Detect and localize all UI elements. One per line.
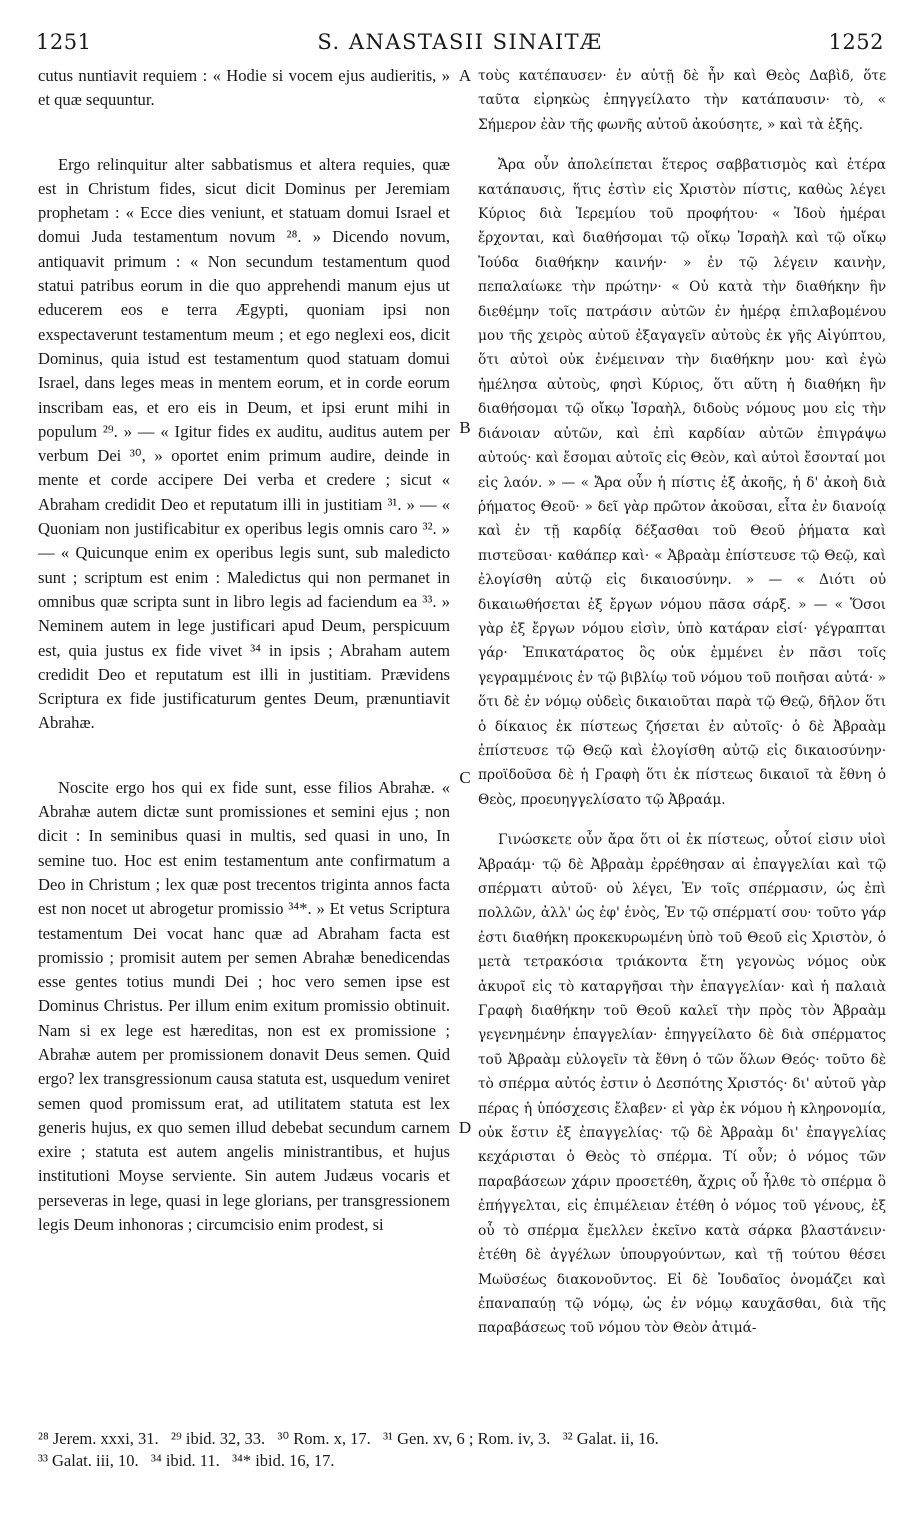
running-head <box>36 30 884 64</box>
latin-paragraph-2: Ergo relinquitur alter sabbatismus et altera requies, quæ est in Christum fides, sicut dicit Dominus per Jeremiam prophetam : « Ecce dies veniunt, et statuam domui Israel et domui Juda testamentum novum ²⁸. » Dicendo novum, antiquavit primum : « Non secundum testamentum quod statui patribus eorum in die quo apprehendi manum ejus ut educerem eos e terra Ægypti, quoniam ipsi non exspectaverunt testamentum meum ; et ego neglexi eos, dicit Dominus, quia istud est testamentum quod statuam domui Israel, dans leges meas in mentem eorum, et in corde eorum inscribam eas, et ero eis in Deum, et ipsi erunt mihi in populum ²⁹. » — « Igitur fides ex auditu, auditus autem per verbum Dei ³⁰, » oportet enim primum audire, deinde in mente et corde accipere Dei verba et credere ; sicut « Abraham credidit Deo et reputatum illi in justitiam ³¹. » — « Quoniam non justificabitur ex operibus legis omnis caro ³². » — « Quicunque enim ex operibus legis sunt, sub maledicto sunt ; scriptum est enim : Maledictus qui non permanet in omnibus quæ scripta sunt in libro legis ad faciendum ea ³³. » Neminem autem in lege justificari apud Deum, perspicuum est, quia justus ex fide vivet ³⁴ in ipsis ; Abraham autem credidit Deo et reputatum est illi in justitiam. Prævidens Scriptura ex fide justificaturum gentes Deum, prænuntiavit Abrahæ. <box>38 154 450 733</box>
footnote-line-2: ³³ Galat. iii, 10. ³⁴ ibid. 11. ³⁴* ibid. 16, 17. <box>38 1451 335 1470</box>
running-title: S. ANASTASII SINAITÆ <box>317 30 603 54</box>
margin-letter-c: C <box>459 768 471 787</box>
greek-paragraph-2: Ἄρα οὖν ἀπολείπεται ἕτερος σαββατισμὸς καὶ ἑτέρα κατάπαυσις, ἥτις ἐστὶν εἰς Χριστὸν πίστις, καθὼς λέγει Κύριος διὰ Ἱερεμίου τοῦ προφήτου· « Ἰδοὺ ἡμέραι ἔρχονται, καὶ διαθήσομαι τῷ οἴκῳ Ἰσραὴλ καὶ τῷ οἴκῳ Ἰούδα διαθήκην καινήν· » ἐν τῷ λέγειν καινὴν, πεπαλαίωκε τὴν πρώτην· « Οὐ κατὰ τὴν διαθήκην ἣν διεθέμην τοῖς πατράσιν αὐτῶν ἐν ἡμέρᾳ ἐπιλαβομένου μου τῆς χειρὸς αὐτοῦ ἐξαγαγεῖν αὐτοὺς ἐκ γῆς Αἰγύπτου, ὅτι αὐτοὶ οὐκ ἐνέμειναν τὴν διαθήκην μου· καὶ ἐγὼ ἠμέλησα αὐτοὺς, φησὶ Κύριος, ὅτι αὕτη ἡ διαθήκη ἣν διαθήσομαι τῷ οἴκῳ Ἰσραὴλ, διδοὺς νόμους μου εἰς τὴν διάνοιαν αὐτῶν, καὶ ἐπὶ καρδίαν αὐτῶν ἐπιγράψω αὐτούς· καὶ ἔσομαι αὐτοῖς εἰς Θεὸν, καὶ αὐτοὶ ἔσονταί μοι εἰς λαόν. » — « Ἄρα οὖν ἡ πίστις ἐξ ἀκοῆς, ἡ δ' ἀκοὴ διὰ ῥήματος Θεοῦ· » δεῖ γὰρ πρῶτον ἀκοῦσαι, εἶτα ἐν διανοίᾳ καὶ ἐν τῇ καρδίᾳ δέξασθαι τοῦ Θεοῦ ῥήματα καὶ πιστεῦσαι· καθάπερ καὶ· « Ἀβραὰμ ἐπίστευσε τῷ Θεῷ, καὶ ἐλογίσθη αὐτῷ εἰς δικαιοσύνην. » — « Διότι οὐ δικαιωθήσεται ἐξ ἔργων νόμου πᾶσα σάρξ. » — « Ὅσοι γὰρ ἐξ ἔργων νόμου εἰσὶν, ὑπὸ κατάραν εἰσί· γέγραπται γάρ· Ἐπικατάρατος ὃς οὐκ ἐμμένει ἐν πᾶσι τοῖς γεγραμμένοις ἐν τῷ βιβλίῳ τοῦ νόμου τοῦ ποιῆσαι αὐτά· » ὅτι δὲ ἐν νόμῳ οὐδεὶς δικαιοῦται παρὰ τῷ Θεῷ, δῆλον ὅτι ὁ δίκαιος ἐκ πίστεως ζήσεται ἐν αὐτοῖς· ὁ δὲ Ἀβραὰμ ἐπίστευσε τῷ Θεῷ καὶ ἐλογίσθη αὐτῷ εἰς δικαιοσύνην· προϊδοῦσα δὲ ἡ Γραφὴ ὅτι ἐκ πίστεως δικαιοῖ τὰ ἔθνη ὁ Θεὸς, προευηγγελίσατο τῷ Ἀβραάμ. <box>478 157 886 808</box>
latin-column <box>38 64 450 1412</box>
margin-letter-b: B <box>459 418 471 437</box>
page-number-right: 1252 <box>828 30 884 54</box>
margin-letter-a: A <box>458 66 472 85</box>
margin-letter-d: D <box>458 1118 472 1137</box>
latin-paragraph-3: Noscite ergo hos qui ex fide sunt, esse filios Abrahæ. « Abrahæ autem dictæ sunt promissiones et semini ejus ; non dicit : In seminibus quasi in multis, sed quasi in uno, In semine tuo. Hoc est enim testamentum ante confirmatum a Deo in Christum ; lex quæ post trecentos triginta annos facta est non nocet ut abrogetur promissio ³⁴*. » Et vetus Scriptura testamentum Dei vocat hanc quæ ad Abraham facta est promissio ; promisit autem per semen Abrahæ benedicendas esse gentes totius mundi Dei ; hoc vero semen ipse est Dominus Christus. Per illum enim exitum promissio obtinuit. Nam si ex lege est hæreditas, non est ex promissione ; Abrahæ autem per promissionem donavit Deus semen. Quid ergo? lex transgressionum causa statuta est, usquedum veniret semen quod promissum erat, ad utilitatem statuta est lex generis hujus, ex quo semen illud debebat secundum carnem exire ; statuta est autem angelis ministrantibus, et hujus institutioni Moyse serviente. Sin autem Judæus vocaris et perseveras in lege, quasi in lege glorians, per transgressionem legis Deum inhonoras ; circumcisio enim prodest, si <box>38 777 450 1235</box>
footnotes <box>38 1428 890 1472</box>
latin-paragraph-1: cutus nuntiavit requiem : « Hodie si vocem ejus audieritis, » et quæ sequuntur. <box>38 66 450 110</box>
footnote-line-1: ²⁸ Jerem. xxxi, 31. ²⁹ ibid. 32, 33. ³⁰ Rom. x, 17. ³¹ Gen. xv, 6 ; Rom. iv, 3. ³² Galat. ii, 16. <box>38 1429 659 1448</box>
greek-paragraph-1: τοὺς κατέπαυσεν· ἐν αὐτῇ δὲ ἦν καὶ Θεὸς Δαβὶδ, ὅτε ταῦτα εἰρηκὼς ἐπηγγείλατο τὴν κατάπαυσιν· τὸ, « Σήμερον ἐὰν τῆς φωνῆς αὐτοῦ ἀκούσητε, » καὶ τὰ ἑξῆς. <box>478 68 886 133</box>
page-number-left: 1251 <box>36 30 92 54</box>
greek-column <box>478 64 886 1412</box>
greek-paragraph-3: Γινώσκετε οὖν ἄρα ὅτι οἱ ἐκ πίστεως, οὗτοί εἰσιν υἱοὶ Ἀβραάμ· τῷ δὲ Ἀβραὰμ ἐρρέθησαν αἱ ἐπαγγελίαι καὶ τῷ σπέρματι αὐτοῦ· οὐ λέγει, Ἐν τοῖς σπέρμασιν, ὡς ἐπὶ πολλῶν, ἀλλ' ὡς ἐφ' ἑνὸς, Ἐν τῷ σπέρματί σου· τοῦτο γάρ ἐστι διαθήκη προκεκυρωμένη ὑπὸ τοῦ Θεοῦ εἰς Χριστὸν, ὁ μετὰ τετρακόσια τριάκοντα ἔτη γεγονὼς νόμος οὐκ ἀκυροῖ εἰς τὸ καταργῆσαι τὴν ἐπαγγελίαν· καὶ ἡ παλαιὰ Γραφὴ διαθήκην τοῦ Θεοῦ καλεῖ τὴν πρὸς τὸν Ἀβραὰμ γεγενημένην ἐπαγγελίαν· ἐπηγγείλατο δὲ διὰ σπέρματος τοῦ Ἀβραὰμ εὐλογεῖν τὰ ἔθνη ὁ τῶν ὅλων Θεός· τοῦτο δὲ τὸ σπέρμα αὐτός ἐστιν ὁ Δεσπότης Χριστός· δι' αὐτοῦ γὰρ πέρας ἡ ὑπόσχεσις ἔλαβεν· εἰ γὰρ ἐκ νόμου ἡ κληρονομία, οὐκ ἔστιν ἐξ ἐπαγγελίας· τῷ δὲ Ἀβραὰμ δι' ἐπαγγελίας κεχάρισται ὁ Θεὸς τὸ σπέρμα. Τί οὖν; ὁ νόμος τῶν παραβάσεων χάριν προσετέθη, ἄχρις οὗ ἦλθε τὸ σπέρμα ὃ ἐπήγγελται, εἰς ἐπιμέλειαν ἐτέθη ὁ νόμος τοῦ γένους, ἐξ οὗ τὸ σπέρμα ἔμελλεν ἐκεῖνο κατὰ σάρκα βλαστάνειν· ἐτέθη δὲ ἀγγέλων ὑπουργούντων, καὶ τῇ τούτου θέσει Μωϋσέως διακονοῦντος. Εἰ δὲ Ἰουδαῖος ὀνομάζει καὶ ἐπαναπαύῃ τῷ νόμῳ, ὡς ἐν νόμῳ καυχᾶσθαι, διὰ τῆς παραβάσεως τοῦ νόμου τὸν Θεὸν ἀτιμά- <box>478 832 886 1337</box>
